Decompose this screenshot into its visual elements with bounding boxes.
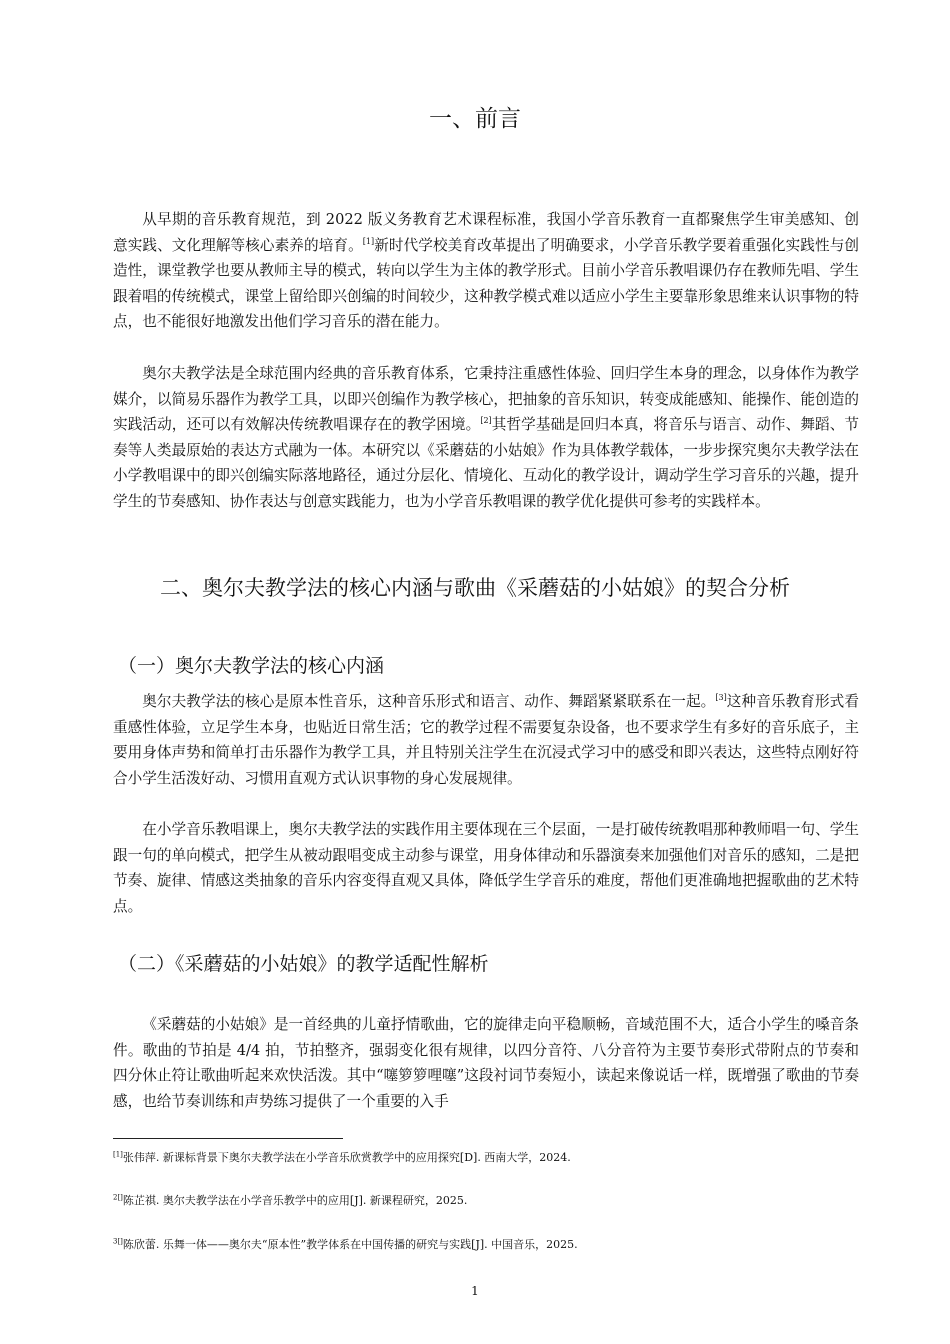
text-run: 这种音乐教育形式看重感性体验，立足学生本身，也贴近日常生活；它的教学过程不需要复杂设备，也不要求学生有多好的音乐底子，主要用身体声势和简单打击乐器作为教学工具，并且特别关注学生在沉浸式学习中的感受和即兴表达，这些特点刚好符合小学生活泼好动、习惯用直观方式认识事物的身心发展规律。 — [113, 693, 859, 787]
section-1-paragraph-1 — [113, 689, 859, 791]
heading-subsection-2: （二）《采蘑菇的小姑娘》的教学适配性解析 — [118, 953, 489, 975]
section-2-paragraph-1: 《采蘑菇的小姑娘》是一首经典的儿童抒情歌曲，它的旋律走向平稳顺畅，音域范围不大，适合小学生的嗓音条件。歌曲的节拍是 4/4 拍，节拍整齐，强弱变化很有规律，以四分音符、八分音符为主要节奏形式带附点的节奏和四分休止符让歌曲听起来欢快活泼。其中“噻箩箩哩噻”这段衬词节奏短小，读起来像说话一样，既增强了歌曲的节奏感，也给节奏训练和声势练习提供了一个重要的入手 — [113, 1016, 859, 1110]
heading-subsection-1: （一）奥尔夫教学法的核心内涵 — [118, 655, 385, 677]
footnote-1 — [113, 1150, 873, 1166]
footnote-mark: [1] — [113, 1150, 123, 1159]
footnote-3 — [113, 1237, 873, 1253]
heading-section-two: 二、奥尔夫教学法的核心内涵与歌曲《采蘑菇的小姑娘》的契合分析 — [160, 576, 790, 600]
text-run: 其哲学基础是回归本真，将音乐与语言、动作、舞蹈、节奏等人类最原始的表达方式融为一体。本研究以《采蘑菇的小姑娘》作为具体教学载体，一步步探究奥尔夫教学法在小学教唱课中的即兴创编实际落地路径，通过分层化、情境化、互动化的教学设计，调动学生学习音乐的兴趣，提升学生的节奏感知、协作表达与创意实践能力，也为小学音乐教唱课的教学优化提供可参考的实践样本。 — [113, 416, 859, 510]
text-run: 奥尔夫教学法是全球范围内经典的音乐教育体系，它秉持注重感性体验、回归学生本身的理念，以身体作为教学媒介，以简易乐器作为教学工具，以即兴创编作为教学核心，把抽象的音乐知识，转变成能感知、能操作、能创造的实践活动，还可以有效解决传统教唱课存在的教学困境。 — [113, 365, 859, 434]
footnote-text: 陈欣蕾. 乐舞一体——奥尔夫“原本性”教学体系在中国传播的研究与实践[J]. 中国音乐，2025. — [122, 1238, 578, 1251]
section-1-paragraph-2: 在小学音乐教唱课上，奥尔夫教学法的实践作用主要体现在三个层面，一是打破传统教唱那种教师唱一句、学生跟一句的单向模式，把学生从被动跟唱变成主动参与课堂，用身体律动和乐器演奏来加强他们对音乐的感知，二是把节奏、旋律、情感这类抽象的音乐内容变得直观又具体，降低学生学音乐的难度，帮他们更准确地把握歌曲的艺术特点。 — [113, 821, 859, 915]
citation-ref-3: [3] — [715, 693, 727, 703]
text-run: 奥尔夫教学法的核心是原本性音乐，这种音乐形式和语言、动作、舞蹈紧紧联系在一起。 — [142, 693, 716, 710]
footnote-mark: 3[] — [113, 1237, 123, 1246]
intro-paragraph-1 — [113, 207, 859, 335]
heading-introduction: 一、前言 — [429, 106, 521, 132]
text-run: 新时代学校美育改革提出了明确要求，小学音乐教学要着重强化实践性与创造性，课堂教学也要从教师主导的模式，转向以学生为主体的教学形式。目前小学音乐教唱课仍存在教师先唱、学生跟着唱的传统模式，课堂上留给即兴创编的时间较少，这种教学模式难以适应小学生主要靠形象思维来认识事物的特点，也不能很好地激发出他们学习音乐的潜在能力。 — [113, 236, 859, 331]
footnote-divider — [113, 1138, 343, 1139]
footnote-mark: 2[] — [113, 1193, 123, 1202]
footnote-2 — [113, 1193, 873, 1209]
citation-ref-2: [2] — [480, 416, 492, 426]
citation-ref-1: [1] — [362, 236, 375, 246]
page-number: 1 — [471, 1284, 479, 1298]
intro-paragraph-2 — [113, 361, 859, 515]
footnote-text: 张伟萍. 新课标背景下奥尔夫教学法在小学音乐欣赏教学中的应用探究[D]. 西南大学，2024. — [122, 1151, 571, 1164]
footnote-text: 陈芷祺. 奥尔夫教学法在小学音乐教学中的应用[J]. 新课程研究，2025. — [122, 1194, 468, 1207]
text-run: 从早期的音乐教育规范，到 2022 版义务教育艺术课程标准，我国小学音乐教育一直都聚焦学生审美感知、创意实践、文化理解等核心素养的培育。 — [113, 211, 859, 254]
